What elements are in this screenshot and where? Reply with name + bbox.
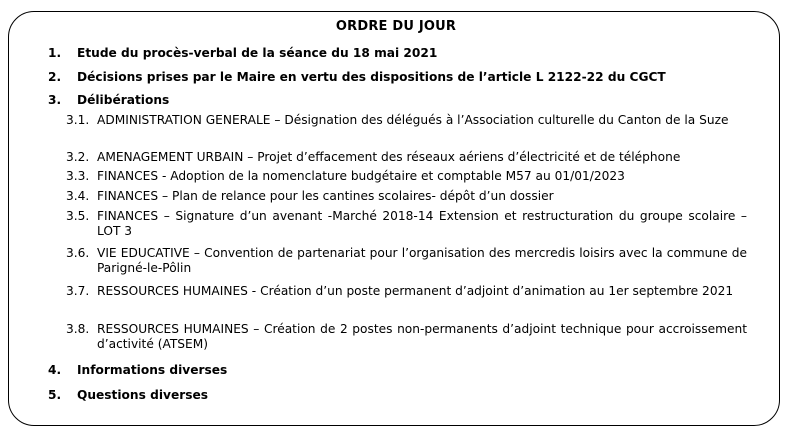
sub-item-number: 3.1. <box>66 113 90 127</box>
agenda-item-2 <box>0 70 792 86</box>
sub-item-text: FINANCES – Signature d’un avenant -Marché 2018-14 Extension et restructuration du groupe scolaire – LOT 3 <box>97 209 747 238</box>
deliberation-item-3-2 <box>0 150 792 166</box>
sub-item-number: 3.3. <box>66 169 90 183</box>
deliberation-item-3-1 <box>0 113 792 145</box>
agenda-item-4 <box>0 363 792 379</box>
item-text: Décisions prises par le Maire en vertu des dispositions de l’article L 2122-22 du CGCT <box>77 70 666 84</box>
item-text: Etude du procès-verbal de la séance du 18 mai 2021 <box>77 46 438 60</box>
sub-item-number: 3.7. <box>66 284 90 298</box>
sub-item-text: ADMINISTRATION GENERALE – Désignation des délégués à l’Association culturelle du Canton de la Suze <box>97 113 729 127</box>
deliberation-item-3-7 <box>0 284 792 316</box>
item-number: 2. <box>48 70 62 84</box>
deliberation-item-3-6 <box>0 246 792 278</box>
item-number: 3. <box>48 93 62 107</box>
deliberation-item-3-4 <box>0 189 792 205</box>
page-title: ORDRE DU JOUR <box>335 19 457 34</box>
item-number: 4. <box>48 363 62 377</box>
sub-item-number: 3.2. <box>66 150 90 164</box>
sub-item-number: 3.5. <box>66 209 90 223</box>
deliberation-item-3-5 <box>0 209 792 241</box>
sub-item-text: RESSOURCES HUMAINES - Création d’un poste permanent d’adjoint d’animation au 1er septembre 2021 <box>97 284 734 298</box>
deliberation-item-3-3 <box>0 169 792 185</box>
item-text: Questions diverses <box>77 388 209 402</box>
agenda-item-1 <box>0 46 792 62</box>
item-text: Délibérations <box>77 93 170 107</box>
agenda-item-5 <box>0 388 792 404</box>
item-text: Informations diverses <box>77 363 228 377</box>
sub-item-number: 3.8. <box>66 322 90 336</box>
sub-item-text: FINANCES – Plan de relance pour les cantines scolaires- dépôt d’un dossier <box>97 189 554 203</box>
item-number: 1. <box>48 46 62 60</box>
sub-item-text: RESSOURCES HUMAINES – Création de 2 postes non-permanents d’adjoint technique pour accroissement d’activité (ATSEM) <box>97 322 747 351</box>
sub-item-text: VIE EDUCATIVE – Convention de partenariat pour l’organisation des mercredis loisirs avec la commune de Parigné-le-Pôlin <box>97 246 747 275</box>
sub-item-number: 3.4. <box>66 189 90 203</box>
deliberation-item-3-8 <box>0 322 792 354</box>
sub-item-number: 3.6. <box>66 246 90 260</box>
sub-item-text: AMENAGEMENT URBAIN – Projet d’effacement des réseaux aériens d’électricité et de téléphone <box>97 150 681 164</box>
agenda-item-3 <box>0 93 792 109</box>
sub-item-text: FINANCES - Adoption de la nomenclature budgétaire et comptable M57 au 01/01/2023 <box>97 169 625 183</box>
item-number: 5. <box>48 388 62 402</box>
